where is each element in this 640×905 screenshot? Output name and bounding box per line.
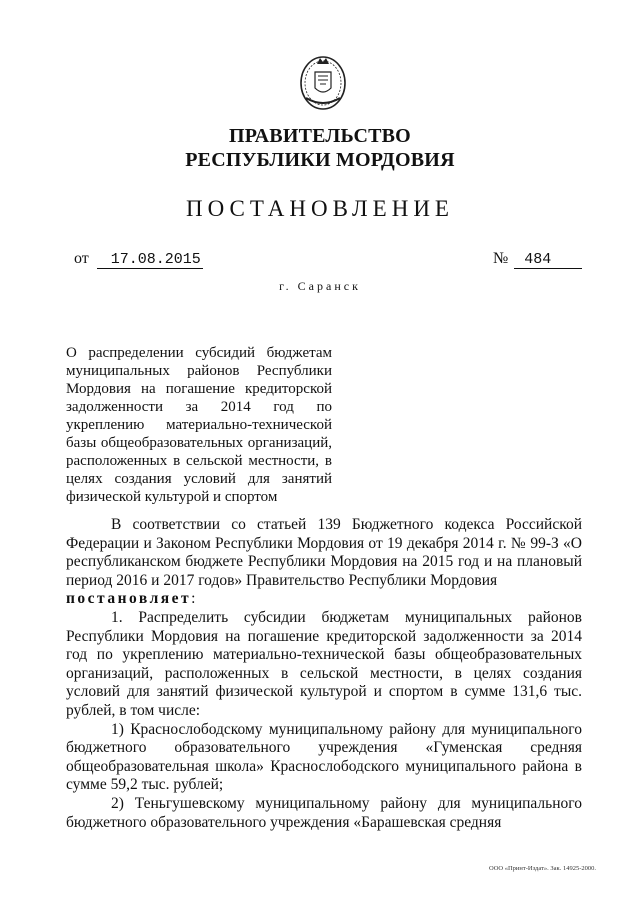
document-type: ПОСТАНОВЛЕНИЕ (186, 196, 454, 221)
date-prefix: от (74, 250, 89, 267)
preamble (66, 516, 582, 609)
printer-footer: ООО «Принт-Издат». Зак. 14925-2000. (489, 865, 596, 872)
document-body (66, 516, 582, 832)
preamble-text: В соответствии со статьей 139 Бюджетного кодекса Российской Федерации и Законом Республики Мордовия от 19 декабря 2014 г. № 99-З «О республиканском бюджете Республики Мордовия на 2015 год и на плановый период 2016 и 2017 годов» Правительство Республики Мордовия (66, 516, 582, 589)
document-subject: О распределении субсидий бюджетам муниципальных районов Республики Мордовия на погашение кредиторской задолженности за 2014 год по укреплению материально-технической базы общеобразовательных организаций, расположенных в сельской местности, в целях создания условий для занятий физической культурой и спортом (66, 345, 332, 505)
number-prefix: № (493, 250, 509, 267)
paragraph-item-2: 2) Теньгушевскому муниципальному району для муниципального бюджетного образовательного учреждения «Барашевская средняя (66, 794, 582, 831)
coat-of-arms-icon (298, 50, 348, 112)
paragraph-item-1: 1) Краснослободскому муниципальному району для муниципального бюджетного образовательного учреждения «Гуменская средняя общеобразовательная школа» Краснослободского муниципального района в сумме 59,2 тыс. рублей; (66, 720, 582, 794)
paragraph-1: 1. Распределить субсидии бюджетам муниципальных районов Республики Мордовия на погашение кредиторской задолженности за 2014 год по укреплению материально-технической базы общеобразовательных организаций, расположенных в сельской местности, в целях создания условий для занятий физической культурой и спортом в сумме 131,6 тыс. рублей, в том числе: (66, 608, 582, 719)
decree-colon: : (191, 590, 196, 608)
government-name-line1: ПРАВИТЕЛЬСТВО (229, 125, 411, 147)
decree-word: постановляет (66, 590, 192, 608)
document-number: 484 (514, 252, 582, 269)
document-date: 17.08.2015 (97, 252, 203, 269)
government-name-line2: РЕСПУБЛИКИ МОРДОВИЯ (185, 149, 455, 171)
date-line (74, 250, 203, 269)
city: г. Саранск (279, 279, 361, 293)
number-line (493, 250, 582, 269)
